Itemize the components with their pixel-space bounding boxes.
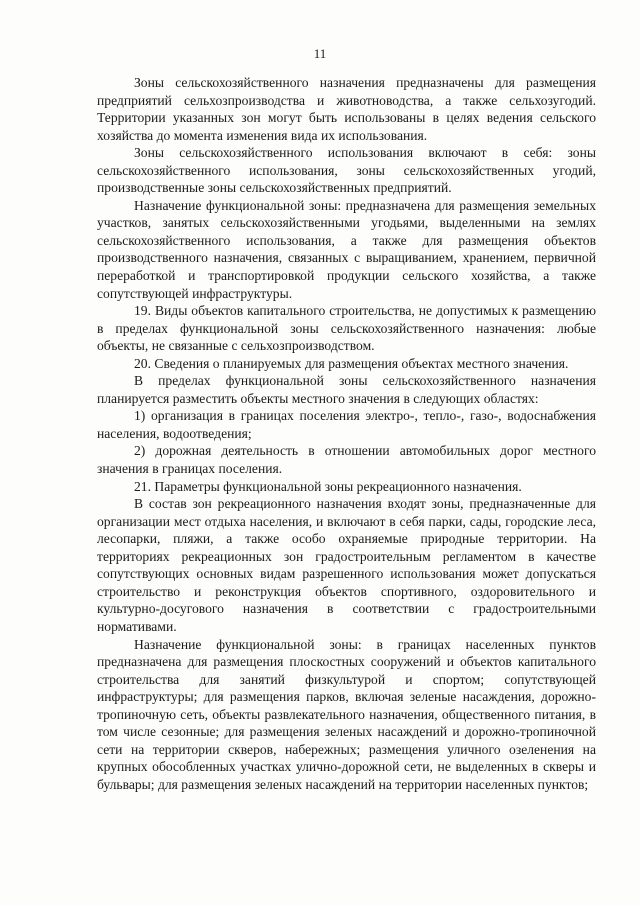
- paragraph-agricultural-zones-composition: Зоны сельскохозяйственного использования включают в себя: зоны сельскохозяйственного использования, зоны сельскохозяйственных угодий, производственные зоны сельскохозяйственных предприятий.: [97, 145, 596, 196]
- paragraph-agricultural-zones-purpose: Зоны сельскохозяйственного назначения предназначены для размещения предприятий сельхозпроизводства и животноводства, а также сельхозугодий. Территории указанных зон могут быть использованы в целях ведения сельского хозяйства до момента изменения вида их использования.: [97, 75, 596, 143]
- paragraph-planned-objects-intro: В пределах функциональной зоны сельскохозяйственного назначения планируется разместить объекты местного значения в следующих областях:: [97, 373, 596, 406]
- paragraph-section-19: 19. Виды объектов капитального строительства, не допустимых к размещению в пределах функциональной зоны сельскохозяйственного назначения: любые объекты, не связанные с сельхозпроизводством.: [97, 303, 596, 354]
- page-number: 11: [313, 46, 327, 61]
- document-body: [97, 74, 596, 793]
- list-item-utilities: 1) организация в границах поселения электро-, тепло-, газо-, водоснабжения населения, водоотведения;: [97, 408, 596, 441]
- paragraph-section-21-heading: 21. Параметры функциональной зоны рекреационного назначения.: [134, 478, 522, 494]
- paragraph-section-20-heading: 20. Сведения о планируемых для размещения объектах местного значения.: [134, 355, 569, 371]
- paragraph-agricultural-zone-function: Назначение функциональной зоны: предназначена для размещения земельных участков, занятых сельскохозяйственными угодьями, выделенными на землях сельскохозяйственного использования, а также для размещения объектов производственного назначения, связанных с выращиванием, хранением, первичной переработкой и транспортировкой продукции сельского хозяйства, а также сопутствующей инфраструктуры.: [97, 197, 596, 301]
- paragraph-recreational-zone-function: Назначение функциональной зоны: в границах населенных пунктов предназначена для размещения плоскостных сооружений и объектов капитального строительства для занятий физкультурой и спортом; сопутствующей инфраструктуры; для размещения парков, включая зеленые насаждения, дорожно-тропиночную сеть, объекты развлекательного назначения, общественного питания, в том числе сезонные; для размещения зеленых насаждений и дорожно-тропиночной сети на территории скверов, набережных; размещения уличного озеленения на крупных обособленных участках улично-дорожной сети, не выделенных в скверы и бульвары; для размещения зеленых насаждений на территории населенных пунктов;: [97, 636, 596, 792]
- list-item-roads: 2) дорожная деятельность в отношении автомобильных дорог местного значения в границах поселения.: [97, 443, 596, 477]
- paragraph-recreational-zones-composition: В состав зон рекреационного назначения входят зоны, предназначенные для организации мест отдыха населения, и включают в себя парки, сады, городские леса, лесопарки, пляжи, а также особо охраняемые природные территории. На территориях рекреационных зон градостроительным регламентом в качестве сопутствующих основных видам разрешенного использования может допускаться строительство и реконструкция объектов спортивного, оздоровительного и культурно-досугового назначения в соответствии с градостроительными нормативами.: [97, 496, 596, 634]
